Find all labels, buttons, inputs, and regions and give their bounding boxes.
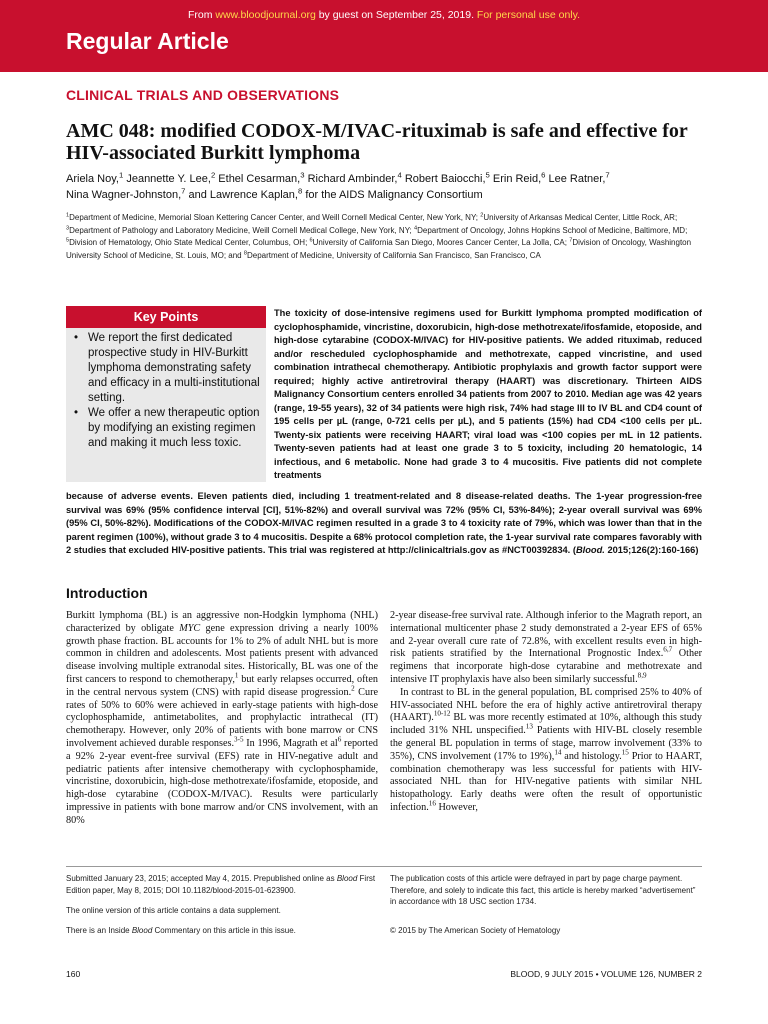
- publication-cost-note: The publication costs of this article were defrayed in part by page charge payment. Therefore, and solely to indicate this fact, this article is hereby marked “advertisement” in accordance with 18 USC section 1734.: [390, 874, 696, 906]
- source-url-link[interactable]: www.bloodjournal.org: [215, 9, 316, 21]
- copyright-note: © 2015 by The American Society of Hematology: [390, 926, 561, 935]
- author-list: [66, 172, 706, 203]
- author: Nina Wagner-Johnston,$^7$: [66, 185, 186, 201]
- intro-paragraph: In contrast to BL in the general population, BL comprised 25% to 40% of HIV-associated NHL before the era of highly active antiretroviral therapy (HAART).$^{10-12}$ BL was more recently estimated at 10%, although this study included 31% NHL unspecified.$^{13}$ Patients with HIV-BL closely resemble the general BL population in terms of stage, marrow involvement (33% to 35%), CNS involvement (17% to 19%),$^{14}$ and histology.$^{15}$ Prior to HAART, combination chemotherapy was less successful for patients with HIV-associated NHL than for HIV-negative patients with similar NHL histopathology. Early deaths were often the result of opportunistic infection.$^{16}$ However,: [390, 686, 702, 813]
- reference[interactable]: 8,9: [637, 671, 647, 680]
- intro-paragraph: 2-year disease-free survival rate. Although inferior to the Magrath report, an international multicenter phase 2 study demonstrated a 2-year EFS of 65% and 2-year overall cure rate of 72.8%, with excellent results even in high-risk patients stratified by the International Prognostic Index.$^{6,7}$ Other regimens that incorporate high-dose cytarabine and methotrexate and intensive IT prophylaxis have also been similarly successful.$^{8,9}$: [390, 610, 702, 685]
- journal-issue: BLOOD, 9 JULY 2015 • VOLUME 126, NUMBER 2: [510, 969, 702, 979]
- key-point-item: • We offer a new therapeutic option by modifying an existing regimen and making it much less toxic.: [74, 406, 260, 451]
- reference[interactable]: 3-5: [234, 735, 244, 744]
- author: Erin Reid,$^6$: [492, 170, 546, 185]
- key-point-item: • We report the first dedicated prospective study in HIV-Burkitt lymphoma demonstrating safety and efficacy in a multi-institutional setting.: [74, 331, 260, 406]
- supplement-note: The online version of this article contains a data supplement.: [66, 906, 281, 915]
- source-date-text: by guest on September 25, 2019.: [315, 9, 477, 21]
- footnote-divider: [66, 866, 702, 867]
- abstract-part-1: The toxicity of dose-intensive regimens used for Burkitt lymphoma prompted modification of cyclophosphamide, vincristine, doxorubicin, high-dose methotrexate/ifosfamide, etoposide, and high-dose cytarabine (CODOX-M/IVAC) for HIV-positive patients. We added rituximab, reduced and/or rescheduled cyclophosphamide and methotrexate, capped vincristine, and used combination intrathecal chemotherapy. Antibiotic prophylaxis and growth factor support were required; highly active antiretroviral therapy (HAART) was discretionary. Thirteen AIDS Malignancy Consortium centers enrolled 34 patients from 2007 to 2010. Median age was 42 years (range, 19-55 years), 32 of 34 patients were high risk, 74% had stage III to IV BL and CD4 count of 195 cells per µL (range, 0-721 cells per µL), and 5 patients (15%) had CD4 <100 cells per µL. Twenty-six patients were receiving HAART; viral load was <100 copies per mL in 12 patients. Twenty-seven patients had at least one grade 3 to 5 toxicity, including 20 hematologic, 14 infectious, and 6 metabolic. None had grade 3 to 4 mucositis. Five patients did not complete treatments: [274, 308, 702, 480]
- reference[interactable]: 14: [554, 748, 562, 757]
- source-line: [0, 9, 768, 21]
- author: Jeannette Y. Lee,$^2$: [126, 170, 216, 185]
- submission-note: Submitted January 23, 2015; accepted May 4, 2015. Prepublished online as Blood First Edition paper, May 8, 2015; DOI 10.1182/blood-2015-01-623900.: [66, 874, 376, 895]
- introduction-heading: Introduction: [66, 585, 148, 601]
- key-points-heading: Key Points: [66, 306, 266, 328]
- citation-journal: Blood.: [575, 545, 605, 555]
- reference[interactable]: 6: [337, 735, 342, 744]
- gene-name: MYC: [179, 622, 201, 634]
- author: Robert Baiocchi,$^5$: [404, 170, 490, 185]
- header-banner: [0, 0, 768, 72]
- reference[interactable]: 10-12: [433, 709, 451, 718]
- reference[interactable]: 16: [428, 799, 436, 808]
- author: and Lawrence Kaplan,$^8$: [188, 185, 303, 201]
- abstract-part-2: because of adverse events. Eleven patients died, including 1 treatment-related and 8 disease-related deaths. The 1-year progression-free survival was 69% (95% confidence interval [CI], 51%-82%) and overall survival was 72% (95% CI, 53%-84%); 2-year overall survival was 69% (95% CI, 50%-82%). Modifications of the CODOX-M/IVAC regimen resulted in a grade 3 to 4 toxicity rate of 79%, which was lower than that in the parent regimen (100%), without grade 3 to 4 mucositis. Despite a 68% protocol completion rate, the 1-year survival rate compares favorably with 2 studies that excluded HIV-positive patients. This trial was registered at http://clinicaltrials.gov as #NCT00392834. (Blood. 2015;126(2):160-166): [66, 491, 702, 555]
- intro-paragraph: Burkitt lymphoma (BL) is an aggressive non-Hodgkin lymphoma (NHL) characterized by obligate MYC gene expression driving a nearly 100% growth phase fraction. BL accounts for 1% to 2% of adult NHL but is more common in children and adolescents. Most patients present with advanced disease involving multiple extranodal sites. Historically, BL was one of the first cancers to respond to chemotherapy,$^1$ but early relapses occurred, often in the central nervous system (CNS) with rapid disease progression.$^2$ Cure rates of 50% to 60% were achieved in early-stage patients with high-dose cyclophosphamide, antimetabolites, and prophylactic intrathecal (IT) chemotherapy. However, only 20% of patients with bone marrow or CNS involvement achieved durable responses.$^{3-5}$ In 1996, Magrath et $al^6$ reported a 92% 2-year event-free survival (EFS) rate in HIV-negative adult and pediatric patients after intensive chemotherapy with cyclophosphamide, vincristine, doxorubicin, high-dose methotrexate/ifosfamide, etoposide, and high-dose cytarabine (CODOX-M/IVAC). Results were particularly impressive in patients with bone marrow and/or CNS involvement, with an 80%: [66, 610, 378, 826]
- key-points-box: [66, 306, 266, 482]
- commentary-note: There is an Inside Blood Commentary on this article in this issue.: [66, 926, 296, 935]
- author: Ariela Noy,$^1$: [66, 170, 124, 185]
- author: Richard Ambinder,$^4$: [307, 170, 402, 185]
- key-points-list: [66, 328, 266, 451]
- reference[interactable]: 1: [234, 671, 239, 680]
- reference[interactable]: 15: [621, 748, 629, 757]
- page-number: 160: [66, 969, 81, 979]
- article-title: AMC 048: modified CODOX-M/IVAC-rituximab is safe and effective for HIV-associated Burkitt lymphoma: [66, 120, 688, 164]
- affiliations: $^1$Department of Medicine, Memorial Sloan Kettering Cancer Center, and Weill Cornell Medical Center, New York, NY; $^2$University of Arkansas Medical Center, Little Rock, AR; $^3$Department of Pathology and Laboratory Medicine, Weill Cornell Medical College, New York, NY; $^4$Department of Oncology, Johns Hopkins School of Medicine, Baltimore, MD; $^5$Division of Hematology, Ohio State Medical Center, Columbus, OH; $^6$University of California San Diego, Moores Cancer Center, La Jolla, CA; $^7$Division of Oncology, Washington University School of Medicine, St. Louis, MO; and $^8$Department of Medicine, University of California San Francisco, San Francisco, CA: [66, 212, 692, 260]
- reference[interactable]: 6,7: [663, 646, 673, 654]
- source-prefix: From: [187, 9, 216, 21]
- article-type: Regular Article: [66, 28, 229, 54]
- section-label: CLINICAL TRIALS AND OBSERVATIONS: [66, 87, 340, 103]
- body-column-left: [66, 610, 378, 828]
- author-consortium: for the AIDS Malignancy Consortium: [305, 188, 483, 201]
- author: Ethel Cesarman,$^3$: [218, 170, 305, 185]
- personal-use-notice[interactable]: For personal use only.: [476, 9, 581, 21]
- reference[interactable]: 2: [351, 684, 355, 693]
- author: Lee Ratner,$^7$: [548, 170, 610, 185]
- body-column-right: [390, 610, 702, 815]
- reference[interactable]: 13: [525, 722, 533, 731]
